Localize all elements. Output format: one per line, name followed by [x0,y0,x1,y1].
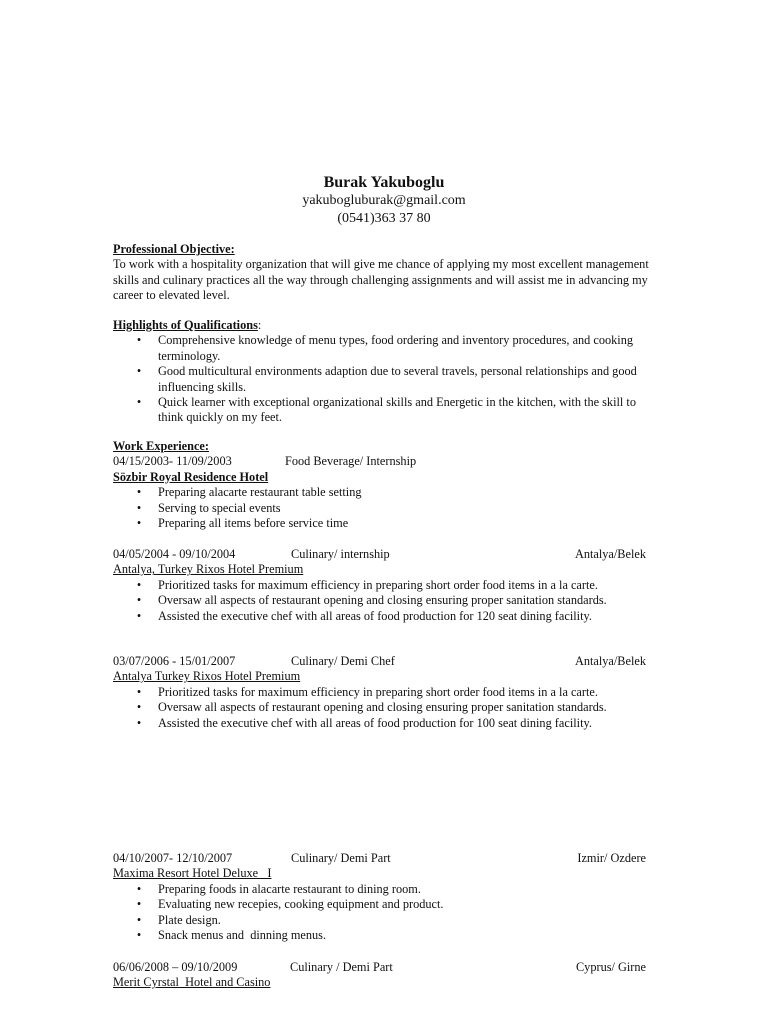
list-item-text: Plate design. [158,912,221,927]
job-row [113,547,658,562]
list-item [113,609,658,624]
bullet-icon: • [136,700,142,715]
qualifications-heading-line [113,318,658,333]
objective-text: To work with a hospitality organization that will give me chance of applying my most excellent management skills and culinary practices all the way through challenging assignments and will assist me in advancing my career to elevated level. [113,257,649,303]
job-dates: 04/15/2003- 11/09/2003 [113,454,232,469]
qualifications-heading-colon: : [257,318,262,332]
list-item [113,516,658,531]
job-entry [113,654,658,731]
job-row [113,454,658,469]
job-dates: 04/10/2007- 12/10/2007 [113,851,233,865]
job-role: Culinary/ Demi Part [291,851,391,865]
job-duties-list [113,685,658,731]
list-item [113,700,658,715]
list-item-text: Preparing alacarte restaurant table setting [158,485,362,500]
bullet-icon: • [136,500,142,515]
bullet-icon: • [136,395,142,410]
bullet-icon: • [136,364,142,379]
job-location: Antalya/Belek [574,654,646,668]
bullet-icon: • [136,593,142,608]
job-duties-list [113,578,658,624]
list-item-text: Assisted the executive chef with all areas of food production for 120 seat dining facility. [158,608,592,623]
bullet-icon: • [136,897,142,912]
job-location: Cyprus/ Girne [575,960,646,974]
list-item [113,913,658,928]
bullet-icon: • [136,577,142,592]
experience-section [113,439,658,531]
job-employer: Antalya Turkey Rixos Hotel Premium [113,669,301,684]
bullet-icon: • [136,881,142,896]
job-row [113,851,658,866]
job-entry [113,960,658,991]
objective-section [113,242,658,304]
bullet-icon: • [136,715,142,730]
email-address: yakubogluburak@gmail.com [302,193,466,208]
qualifications-list [113,333,658,425]
list-item [113,928,658,943]
job-role: Culinary/ Demi Chef [291,654,395,668]
list-item-text: Snack menus and dinning menus. [158,928,327,943]
job-dates: 03/07/2006 - 15/01/2007 [113,654,236,668]
list-item [113,333,658,364]
job-entry [113,547,658,624]
list-item-text: Evaluating new recepies, cooking equipment and product. [158,897,444,912]
list-item-text: Comprehensive knowledge of menu types, food ordering and inventory procedures, and cooking terminology. [158,333,634,363]
list-item [113,578,658,593]
list-item [113,882,658,897]
list-item-text: Quick learner with exceptional organizational skills and Energetic in the kitchen, with the skill to think quickly on my feet. [158,395,636,425]
qualifications-section [113,318,658,426]
list-item [113,716,658,731]
job-employer: Maxima Resort Hotel Deluxe I [113,866,272,881]
list-item [113,897,658,912]
bullet-icon: • [136,912,142,927]
list-item [113,501,658,516]
bullet-icon: • [136,608,142,623]
job-dates: 06/06/2008 – 09/10/2009 [113,960,238,974]
bullet-icon: • [136,516,142,531]
phone-number: (0541)363 37 80 [337,211,431,226]
job-row [113,654,658,669]
job-duties-list [113,485,658,531]
list-item [113,685,658,700]
job-role: Culinary/ internship [291,547,390,561]
job-location: Izmir/ Ozdere [577,851,646,865]
job-entry [113,851,658,943]
experience-heading: Work Experience: [113,439,209,453]
list-item-text: Good multicultural environments adaption due to several travels, personal relationships and good influencing skills. [158,364,637,394]
job-employer: Antalya, Turkey Rixos Hotel Premium [113,562,304,577]
bullet-icon: • [136,333,142,348]
list-item-text: Preparing all items before service time [158,516,349,531]
job-role: Food Beverage/ Internship [285,454,417,469]
job-employer: Merit Cyrstal Hotel and Casino [113,975,271,990]
job-role: Culinary / Demi Part [290,960,393,974]
list-item-text: Prioritized tasks for maximum efficiency in preparing short order food items in a la carte. [158,684,598,699]
qualifications-heading: Highlights of Qualifications [113,318,258,332]
list-item-text: Assisted the executive chef with all areas of food production for 100 seat dining facility. [158,715,592,730]
candidate-name: Burak Yakuboglu [323,174,445,191]
list-item-text: Preparing foods in alacarte restaurant to dining room. [158,881,421,896]
job-row [113,960,658,975]
list-item [113,485,658,500]
bullet-icon: • [136,684,142,699]
job-employer: Sözbir Royal Residence Hotel [113,469,269,484]
list-item-text: Oversaw all aspects of restaurant opening and closing ensuring proper sanitation standards. [158,593,607,608]
bullet-icon: • [136,485,142,500]
objective-heading: Professional Objective: [113,242,235,256]
job-dates: 04/05/2004 - 09/10/2004 [113,547,236,561]
list-item-text: Oversaw all aspects of restaurant opening and closing ensuring proper sanitation standards. [158,700,607,715]
list-item [113,395,658,426]
list-item-text: Serving to special events [158,500,281,515]
list-item [113,593,658,608]
list-item [113,364,658,395]
job-duties-list [113,882,658,944]
list-item-text: Prioritized tasks for maximum efficiency in preparing short order food items in a la carte. [158,577,598,592]
job-location: Antalya/Belek [574,547,646,561]
bullet-icon: • [136,928,142,943]
